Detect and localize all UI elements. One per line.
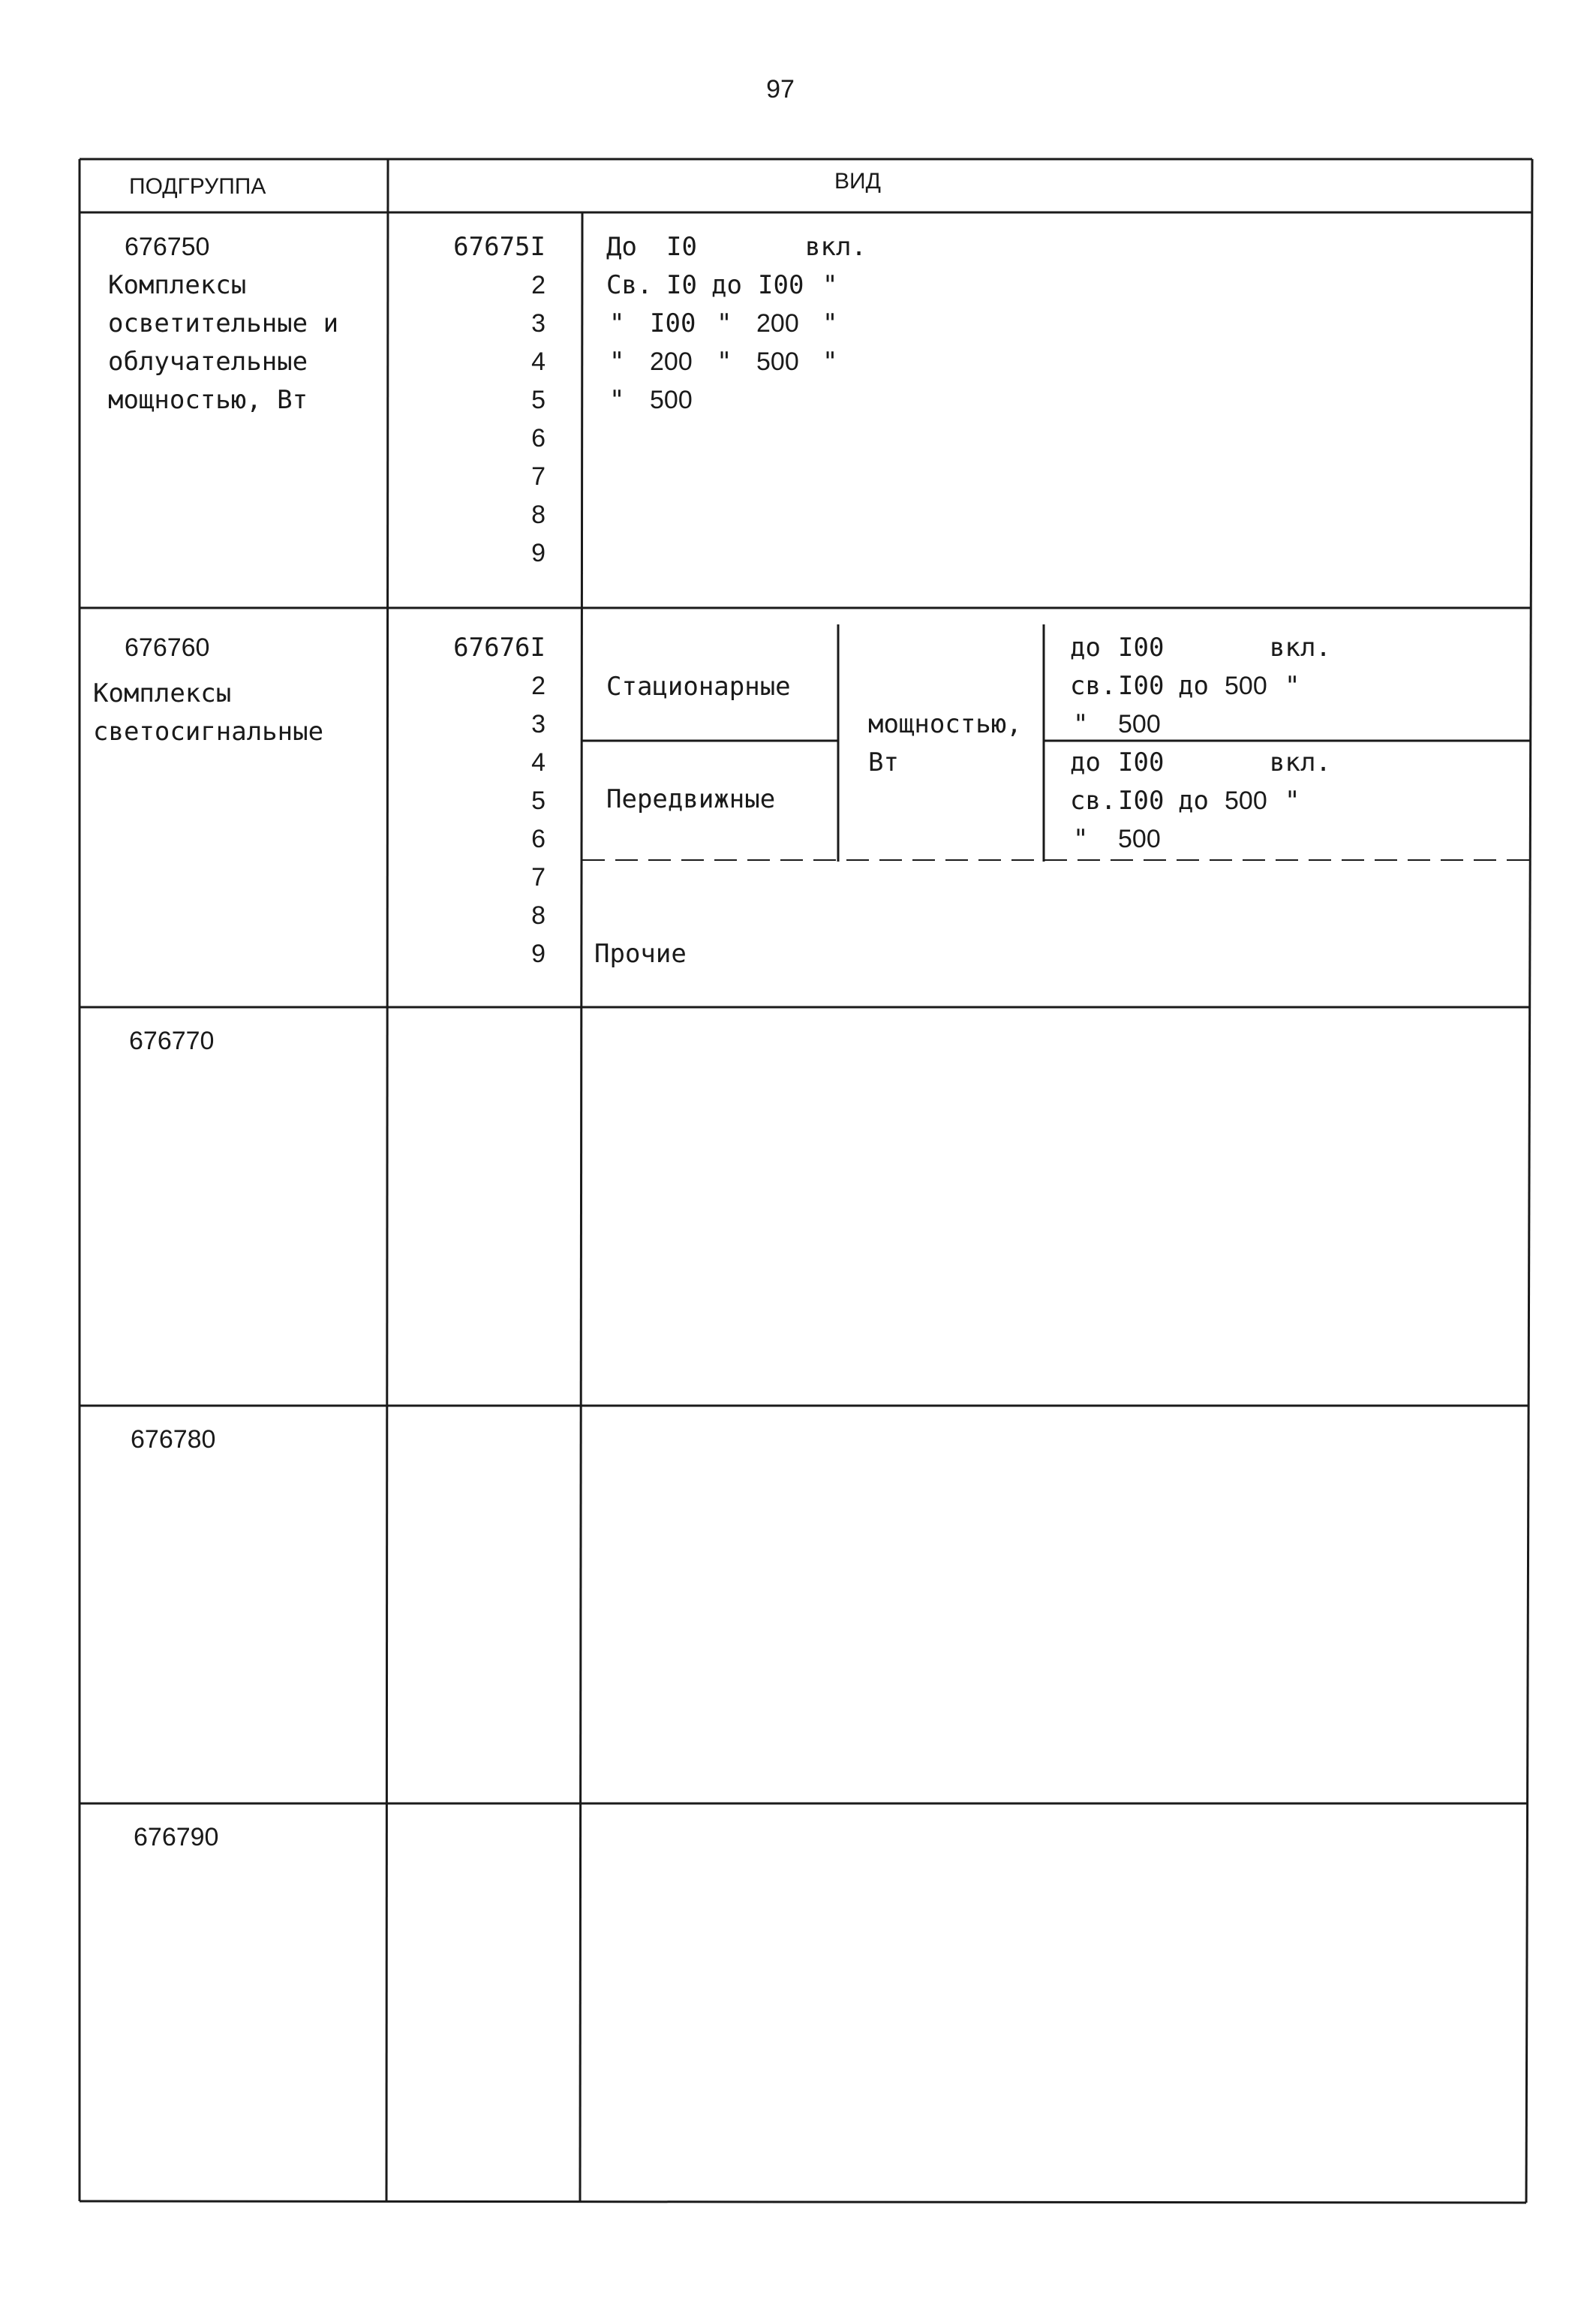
range-part: " [822,308,838,338]
name-line: осветительные и [108,308,339,338]
range-part: 500 [1118,710,1161,738]
page-number: 97 [766,75,795,104]
mobile-label: Передвижные [606,784,776,814]
kind-code: 6 [531,424,546,453]
subgroup-code: 676780 [131,1425,216,1454]
kind-code: 4 [531,748,546,777]
range-part: до [1178,671,1209,701]
range-part: I00 [1118,671,1165,701]
power-label: мощностью, [868,709,1022,739]
kind-code: 5 [531,787,546,815]
kind-code: 3 [531,309,546,338]
other-label: Прочие [594,939,687,969]
kind-code: 8 [531,501,546,529]
kind-code: 7 [531,863,546,892]
range-part: I00 [758,270,804,300]
range-part: до [1070,633,1101,663]
name-line: облучательные [108,347,308,377]
range-part: 200 [756,309,799,338]
name-line: Комплексы [93,678,232,708]
range-part: св. [1070,671,1117,701]
range-part: 500 [1225,672,1267,700]
range-part: до [711,270,742,300]
range-part: " [822,347,838,377]
range-part: св. [1070,786,1117,816]
kind-code: 8 [531,901,546,930]
name-line: светосигнальные [93,717,324,747]
range-part: 500 [756,347,799,376]
kind-code: 5 [531,386,546,414]
range-part: " [1285,671,1300,701]
stationary-label: Стационарные [606,672,791,702]
range-part: " [609,308,625,338]
name-line: Комплексы [108,270,247,300]
range-part: " [1073,709,1089,739]
header-kind: ВИД [834,169,881,194]
subgroup-code: 676790 [134,1823,219,1851]
range-part: до [1178,786,1209,816]
range-part: вкл. [1270,747,1331,778]
range-part: " [609,385,625,415]
range-part: " [717,308,732,338]
kind-code: 4 [531,347,546,376]
range-part: 500 [1118,825,1161,853]
kind-code: 2 [531,672,546,700]
kind-code: 2 [531,271,546,299]
subgroup-code: 676760 [125,633,210,662]
range-part: " [1073,824,1089,854]
kind-code: 3 [531,710,546,738]
kind-code: 67675I [453,232,546,262]
kind-code: 9 [531,539,546,567]
power-unit: Вт [868,747,899,778]
range-part: " [609,347,625,377]
kind-code: 67676I [453,633,546,663]
range-part: " [1285,786,1300,816]
range-part: 200 [650,347,693,376]
range-part: 500 [650,386,693,414]
kind-code: 9 [531,940,546,968]
range-part: вкл. [805,232,867,262]
range-part: " [822,270,838,300]
range-part: I00 [650,308,696,338]
range-part: Св. [606,270,653,300]
name-line: мощностью, Вт [108,385,308,415]
kind-code: 7 [531,462,546,491]
range-part: До [606,232,637,262]
subgroup-code: 676750 [125,233,210,261]
range-part: I00 [1118,633,1165,663]
header-subgroup: ПОДГРУППА [129,174,266,199]
range-part: I0 [666,232,697,262]
kind-code: 6 [531,825,546,853]
range-part: I00 [1118,747,1165,778]
range-part: I0 [666,270,697,300]
range-part: вкл. [1270,633,1331,663]
range-part: I00 [1118,786,1165,816]
range-part: 500 [1225,787,1267,815]
range-part: " [717,347,732,377]
subgroup-code: 676770 [129,1027,215,1055]
range-part: до [1070,747,1101,778]
